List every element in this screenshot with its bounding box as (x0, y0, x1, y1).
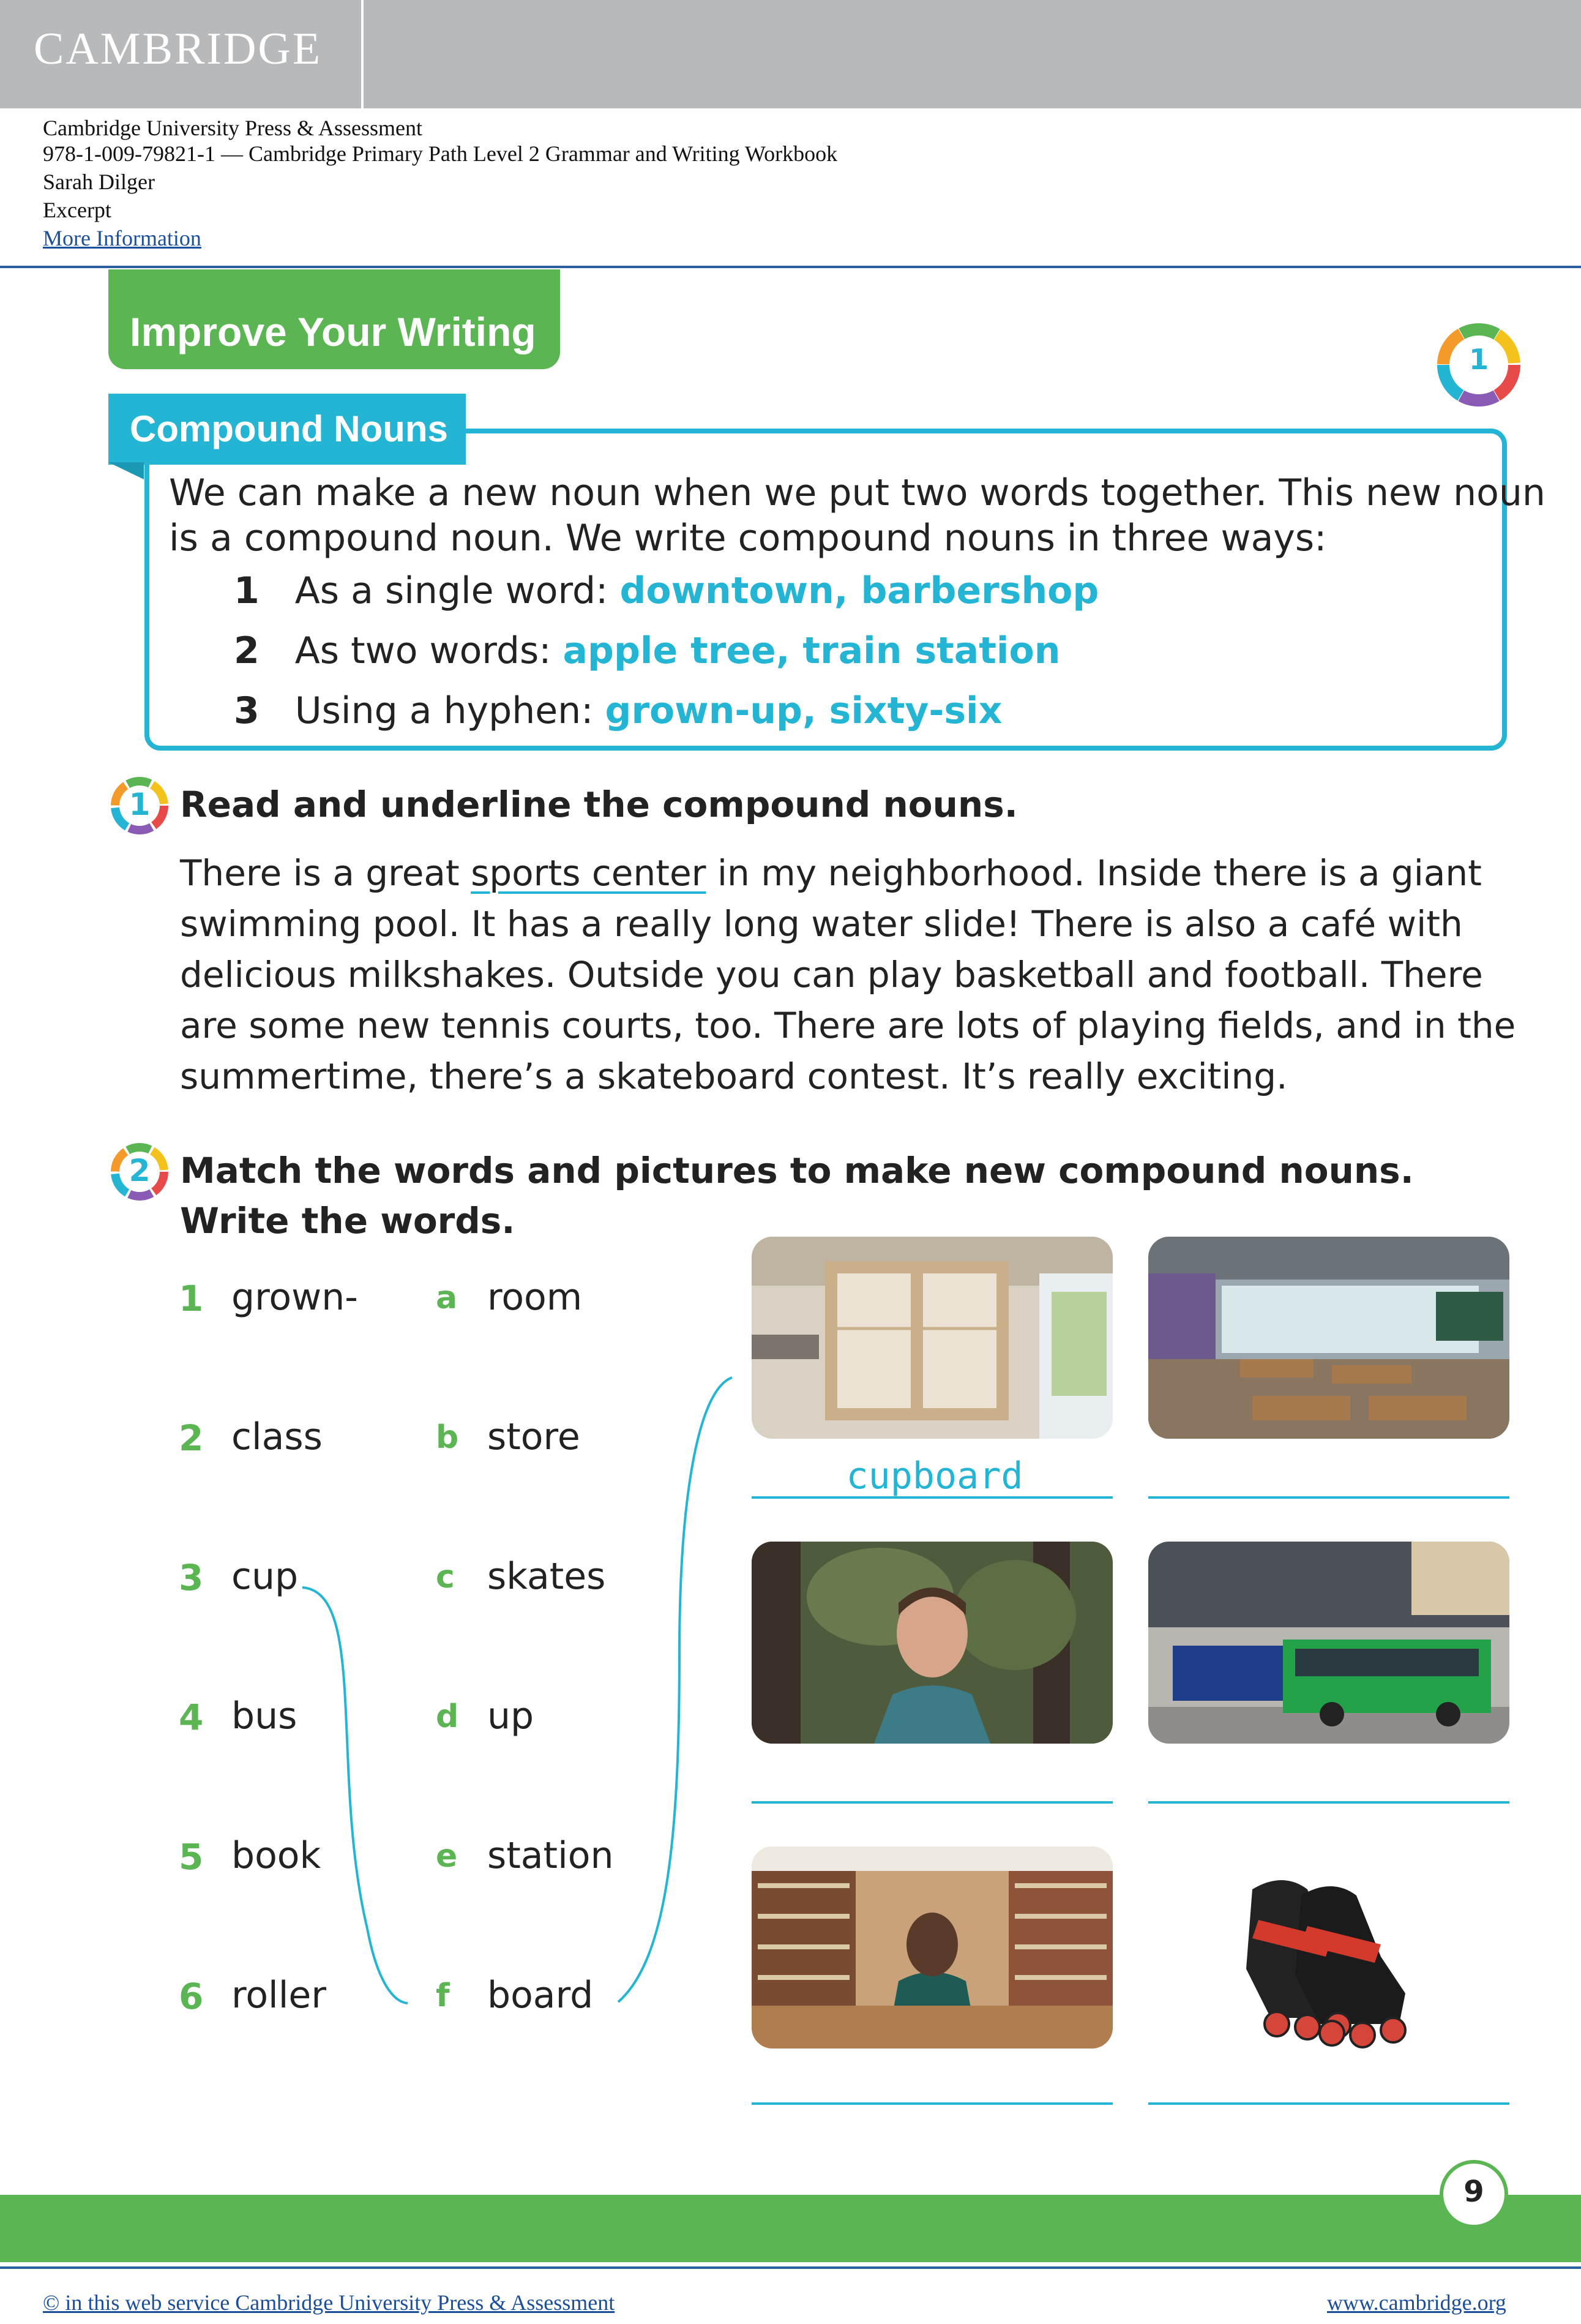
underlined-example: sports center (471, 852, 706, 894)
copyright-link[interactable]: © in this web service Cambridge University Press & Assessment (43, 2290, 615, 2315)
exercise-1-number: 1 (129, 787, 151, 822)
match-word-right: board (487, 1974, 594, 2017)
answer-line[interactable] (752, 2102, 1113, 2105)
rule-number: 2 (234, 629, 260, 672)
match-word-left: grown- (231, 1276, 358, 1319)
isbn-title-line: 978-1-009-79821-1 — Cambridge Primary Path Level 2 Grammar and Writing Workbook (43, 141, 838, 166)
website-link[interactable]: www.cambridge.org (1327, 2290, 1506, 2315)
answer-line[interactable] (1148, 2102, 1509, 2105)
match-number: 3 (179, 1557, 204, 1599)
match-word-left: roller (231, 1974, 326, 2017)
rule-examples: apple tree, train station (563, 629, 1061, 672)
rule-label: As two words: (294, 629, 563, 672)
picture-bookstore (752, 1846, 1113, 2048)
footer-band (0, 2195, 1581, 2262)
match-word-right: up (487, 1695, 534, 1737)
match-word-left: book (231, 1834, 321, 1877)
match-number: 4 (179, 1696, 204, 1738)
rule-examples: grown-up, sixty-six (605, 689, 1003, 732)
picture-grown-up (752, 1542, 1113, 1744)
compound-nouns-title: Compound Nouns (130, 408, 448, 449)
match-word-left: class (231, 1415, 323, 1458)
paragraph-text: There is a great (180, 852, 471, 894)
picture-roller-skates (1148, 1846, 1509, 2048)
excerpt-line: Excerpt (43, 198, 111, 222)
paragraph-line-4: are some new tennis courts, too. There are lots of playing fields, and in the (180, 1005, 1516, 1046)
rule-examples: downtown, barbershop (619, 569, 1099, 612)
paragraph-line-3: delicious milkshakes. Outside you can play basketball and football. There (180, 954, 1483, 995)
intro-line-2: is a compound noun. We write compound nouns in three ways: (169, 517, 1327, 560)
exercise-2-instruction-line-1: Match the words and pictures to make new compound nouns. (180, 1150, 1414, 1191)
match-letter: a (436, 1280, 458, 1316)
intro-line-1: We can make a new noun when we put two words together. This new noun (169, 471, 1545, 514)
more-information-link-text[interactable]: More Information (43, 226, 201, 250)
exercise-2-number: 2 (129, 1153, 151, 1188)
exercise-2-instruction-line-2: Write the words. (180, 1200, 515, 1242)
match-letter: f (436, 1977, 450, 2014)
match-word-right: skates (487, 1555, 606, 1598)
rule-label: Using a hyphen: (294, 689, 605, 732)
match-number: 5 (179, 1836, 204, 1878)
footer-divider (0, 2266, 1581, 2269)
match-word-left: cup (231, 1555, 299, 1598)
answer-line[interactable] (1148, 1496, 1509, 1499)
picture-cupboard (752, 1237, 1113, 1439)
picture-bus-station (1148, 1542, 1509, 1744)
paragraph-text: in my neighborhood. Inside there is a giant (706, 852, 1482, 894)
answer-line[interactable] (1148, 1801, 1509, 1804)
match-word-left: bus (231, 1695, 297, 1737)
answer-line[interactable] (752, 1801, 1113, 1804)
publisher-line: Cambridge University Press & Assessment (43, 116, 422, 140)
match-letter: e (436, 1838, 458, 1875)
paragraph-line-2: swimming pool. It has a really long water slide! There is also a café with (180, 903, 1463, 945)
match-letter: c (436, 1559, 455, 1595)
match-number: 1 (179, 1278, 204, 1319)
unit-number: 1 (1468, 343, 1489, 376)
match-word-right: room (487, 1276, 583, 1319)
match-number: 2 (179, 1417, 204, 1459)
cambridge-logo: CAMBRIDGE (34, 24, 323, 74)
paragraph-line-5: summertime, there’s a skateboard contest. It’s really exciting. (180, 1055, 1288, 1097)
match-word-right: station (487, 1834, 614, 1877)
example-answer: cupboard (846, 1455, 1023, 1497)
exercise-1-instruction: Read and underline the compound nouns. (180, 784, 1018, 825)
section-title: Improve Your Writing (130, 309, 536, 354)
match-word-right: store (487, 1415, 580, 1458)
match-letter: d (436, 1698, 459, 1735)
rule-label: As a single word: (294, 569, 620, 612)
page-number: 9 (1463, 2175, 1484, 2209)
picture-classroom (1148, 1237, 1509, 1439)
rule-number: 1 (234, 569, 260, 612)
author-line: Sarah Dilger (43, 170, 155, 194)
rule-number: 3 (234, 689, 260, 732)
match-number: 6 (179, 1976, 204, 2017)
match-letter: b (436, 1419, 459, 1456)
